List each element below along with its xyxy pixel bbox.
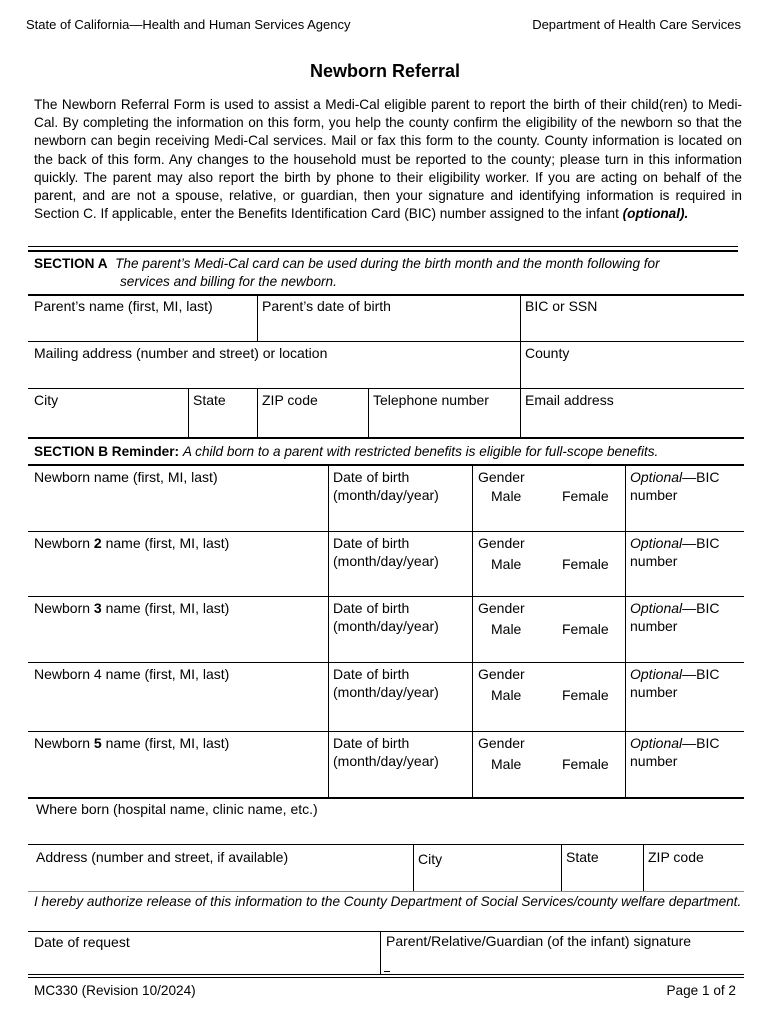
signature-tick	[384, 971, 390, 972]
birth-zip-input[interactable]	[648, 869, 740, 887]
section-b-divider	[28, 437, 744, 439]
male-label: Male	[491, 488, 522, 504]
birth-state-label: State	[566, 849, 599, 865]
divider	[643, 845, 644, 891]
email-input[interactable]	[525, 412, 740, 432]
newborn-1-bic-input[interactable]	[630, 506, 740, 524]
city-label: City	[34, 392, 59, 408]
divider	[625, 465, 626, 531]
newborn-3-name-input[interactable]	[34, 622, 319, 642]
gender-label: Gender	[478, 600, 525, 616]
signature-input[interactable]	[386, 954, 736, 970]
intro-text: The Newborn Referral Form is used to assist a Medi-Cal eligible parent to report the birth of their child(ren) to Medi-Cal. By completing the information on this form, you help the county confirm the eligibility of the newborn so that the newborn can begin receiving Medi-Cal services. Mail or fax this form to the county. County information is located on the back of this form. Any changes to the household must be reported to the county; please turn in this information quickly. The parent may also report the birth by phone to their eligibility worker. If you are acting on behalf of the parent, and are not a spouse, relative, or guardian, then your signature and identifying information is required in Section C. If applicable, enter the Benefits Identification Card (BIC) number assigned to the infant	[34, 97, 742, 222]
optional-bic-label	[630, 468, 720, 486]
where-born-input[interactable]	[36, 822, 736, 840]
newborn-dob-format: (month/day/year)	[333, 684, 439, 700]
divider	[472, 465, 473, 531]
newborn-3-name-label	[34, 599, 229, 617]
bic-number-label: number	[630, 618, 678, 634]
male-label: Male	[491, 556, 522, 572]
newborn-dob-label: Date of birth	[333, 600, 410, 616]
bic-number-label: number	[630, 487, 678, 503]
zip-input[interactable]	[262, 412, 364, 432]
intro-optional: (optional).	[622, 206, 689, 222]
newborn-name-pre: Newborn	[34, 600, 94, 616]
divider	[625, 531, 626, 596]
optional-bic-label	[630, 665, 720, 683]
newborn-name-pre: Newborn 4	[34, 666, 102, 682]
row-divider	[28, 844, 744, 845]
optional-bic-label	[630, 534, 720, 552]
department-name: Department of Health Care Services	[532, 17, 741, 32]
divider	[472, 731, 473, 797]
date-of-request-input[interactable]	[34, 954, 374, 970]
newborn-dob-label: Date of birth	[333, 469, 410, 485]
state-input[interactable]	[193, 412, 253, 432]
divider	[472, 662, 473, 731]
optional-word: Optional	[630, 666, 683, 682]
female-label: Female	[562, 488, 609, 504]
newborn-5-name-label	[34, 734, 229, 752]
mailing-address-label: Mailing address (number and street) or location	[34, 345, 328, 361]
divider	[520, 295, 521, 437]
row-divider	[28, 891, 744, 892]
newborn-4-name-label	[34, 665, 229, 683]
divider	[625, 662, 626, 731]
page-number: Page 1 of 2	[666, 983, 736, 998]
newborn-table-bottom	[28, 797, 744, 799]
authorize-statement: I hereby authorize release of this information to the County Department of Social Services/county welfare department.	[34, 894, 742, 909]
parent-dob-input[interactable]	[262, 318, 514, 338]
newborn-5-dob-input[interactable]	[333, 772, 465, 790]
divider	[328, 531, 329, 596]
section-a-note-1: The parent’s Medi-Cal card can be used during the birth month and the month following for	[115, 256, 660, 271]
parent-name-input[interactable]	[34, 318, 252, 338]
male-label: Male	[491, 621, 522, 637]
bic-ssn-input[interactable]	[525, 318, 740, 338]
city-input[interactable]	[34, 412, 184, 432]
divider	[328, 596, 329, 662]
divider	[413, 845, 414, 891]
signature-label: Parent/Relative/Guardian (of the infant) signature	[386, 933, 692, 949]
male-label: Male	[491, 687, 522, 703]
gender-label: Gender	[478, 469, 525, 485]
newborn-2-dob-input[interactable]	[333, 572, 465, 590]
newborn-5-bic-input[interactable]	[630, 772, 740, 790]
newborn-1-dob-input[interactable]	[333, 506, 465, 524]
bic-word: —BIC	[682, 535, 720, 551]
telephone-label: Telephone number	[373, 392, 489, 408]
section-b-header	[34, 443, 744, 461]
divider	[328, 731, 329, 797]
divider	[368, 389, 369, 437]
divider	[257, 389, 258, 437]
parent-dob-label: Parent’s date of birth	[262, 298, 391, 314]
newborn-3-dob-input[interactable]	[333, 637, 465, 655]
intro-paragraph	[34, 96, 742, 223]
section-a-divider	[28, 250, 738, 252]
female-label: Female	[562, 687, 609, 703]
newborn-name-pre: Newborn	[34, 735, 94, 751]
newborn-dob-format: (month/day/year)	[333, 487, 439, 503]
bic-word: —BIC	[682, 469, 720, 485]
section-b-label: SECTION B	[34, 444, 109, 459]
newborn-name-post: name (first, MI, last)	[101, 535, 230, 551]
newborn-4-bic-input[interactable]	[630, 703, 740, 721]
section-b-table-top	[28, 464, 744, 466]
newborn-1-name-label	[34, 468, 218, 486]
newborn-dob-label: Date of birth	[333, 735, 410, 751]
email-label: Email address	[525, 392, 614, 408]
newborn-name-post: name (first, MI, last)	[90, 469, 218, 485]
row-divider	[28, 388, 744, 389]
optional-bic-label	[630, 734, 720, 752]
zip-label: ZIP code	[262, 392, 318, 408]
section-a-note-2: services and billing for the newborn.	[120, 274, 337, 289]
newborn-4-name-input[interactable]	[34, 688, 319, 708]
newborn-dob-format: (month/day/year)	[333, 618, 439, 634]
section-a-divider-top	[28, 246, 738, 247]
row-divider	[28, 662, 744, 663]
section-c-bottom-double	[28, 977, 744, 978]
female-label: Female	[562, 556, 609, 572]
row-divider	[28, 731, 744, 732]
bic-number-label: number	[630, 684, 678, 700]
gender-label: Gender	[478, 666, 525, 682]
female-label: Female	[562, 756, 609, 772]
section-a-table-top	[28, 294, 744, 296]
optional-bic-label	[630, 599, 720, 617]
bic-number-label: number	[630, 753, 678, 769]
bic-word: —BIC	[682, 600, 720, 616]
state-label: State	[193, 392, 226, 408]
divider	[328, 465, 329, 531]
optional-word: Optional	[630, 535, 683, 551]
newborn-number: 2	[93, 535, 102, 551]
section-a-label: SECTION A	[34, 256, 108, 271]
newborn-3-bic-input[interactable]	[630, 637, 740, 655]
newborn-5-name-input[interactable]	[34, 757, 319, 777]
birth-city-input[interactable]	[418, 869, 556, 887]
newborn-1-name-input[interactable]	[34, 491, 319, 511]
birth-address-input[interactable]	[36, 869, 408, 887]
parent-name-label: Parent’s name (first, MI, last)	[34, 298, 213, 314]
divider	[472, 531, 473, 596]
newborn-dob-format: (month/day/year)	[333, 753, 439, 769]
form-id: MC330 (Revision 10/2024)	[34, 983, 196, 998]
newborn-number: 3	[93, 600, 102, 616]
newborn-2-name-input[interactable]	[34, 557, 319, 577]
section-b-reminder: A child born to a parent with restricted benefits is eligible for full-scope benefits.	[182, 444, 659, 459]
birth-city-label: City	[418, 851, 443, 867]
divider	[257, 295, 258, 341]
gender-label: Gender	[478, 535, 525, 551]
optional-word: Optional	[630, 735, 683, 751]
county-input[interactable]	[525, 365, 740, 385]
birth-zip-label: ZIP code	[648, 849, 704, 865]
row-divider	[28, 341, 744, 342]
bic-word: —BIC	[682, 666, 720, 682]
newborn-name-post: name (first, MI, last)	[101, 735, 230, 751]
newborn-name-post: name (first, MI, last)	[101, 666, 230, 682]
gender-label: Gender	[478, 735, 525, 751]
county-label: County	[525, 345, 570, 361]
divider	[328, 662, 329, 731]
newborn-dob-label: Date of birth	[333, 666, 410, 682]
newborn-name-pre: Newborn	[34, 535, 94, 551]
divider	[380, 932, 381, 974]
bic-word: —BIC	[682, 735, 720, 751]
birth-address-label: Address (number and street, if available)	[36, 849, 289, 865]
optional-word: Optional	[630, 600, 683, 616]
female-label: Female	[562, 621, 609, 637]
divider	[625, 731, 626, 797]
newborn-name-pre: Newborn	[34, 469, 91, 485]
divider	[472, 596, 473, 662]
section-b-reminder-label: Reminder:	[111, 444, 180, 459]
mailing-address-input[interactable]	[34, 365, 514, 385]
agency-name: State of California—Health and Human Services Agency	[26, 17, 351, 32]
page-title: Newborn Referral	[309, 61, 461, 81]
divider	[625, 596, 626, 662]
newborn-2-name-label	[34, 534, 229, 552]
section-a-header	[34, 255, 739, 273]
telephone-input[interactable]	[373, 412, 515, 432]
section-c-bottom	[28, 974, 744, 975]
birth-state-input[interactable]	[566, 869, 640, 887]
where-born-label: Where born (hospital name, clinic name, etc.)	[36, 801, 318, 817]
row-divider	[28, 596, 744, 597]
male-label: Male	[491, 756, 522, 772]
date-of-request-label: Date of request	[34, 934, 130, 950]
newborn-number: 5	[93, 735, 102, 751]
bic-number-label: number	[630, 553, 678, 569]
divider	[188, 389, 189, 437]
newborn-dob-format: (month/day/year)	[333, 553, 439, 569]
newborn-4-dob-input[interactable]	[333, 703, 465, 721]
optional-word: Optional	[630, 469, 683, 485]
divider	[561, 845, 562, 891]
newborn-name-post: name (first, MI, last)	[101, 600, 230, 616]
newborn-dob-label: Date of birth	[333, 535, 410, 551]
bic-ssn-label: BIC or SSN	[525, 298, 598, 314]
row-divider	[28, 531, 744, 532]
newborn-2-bic-input[interactable]	[630, 572, 740, 590]
